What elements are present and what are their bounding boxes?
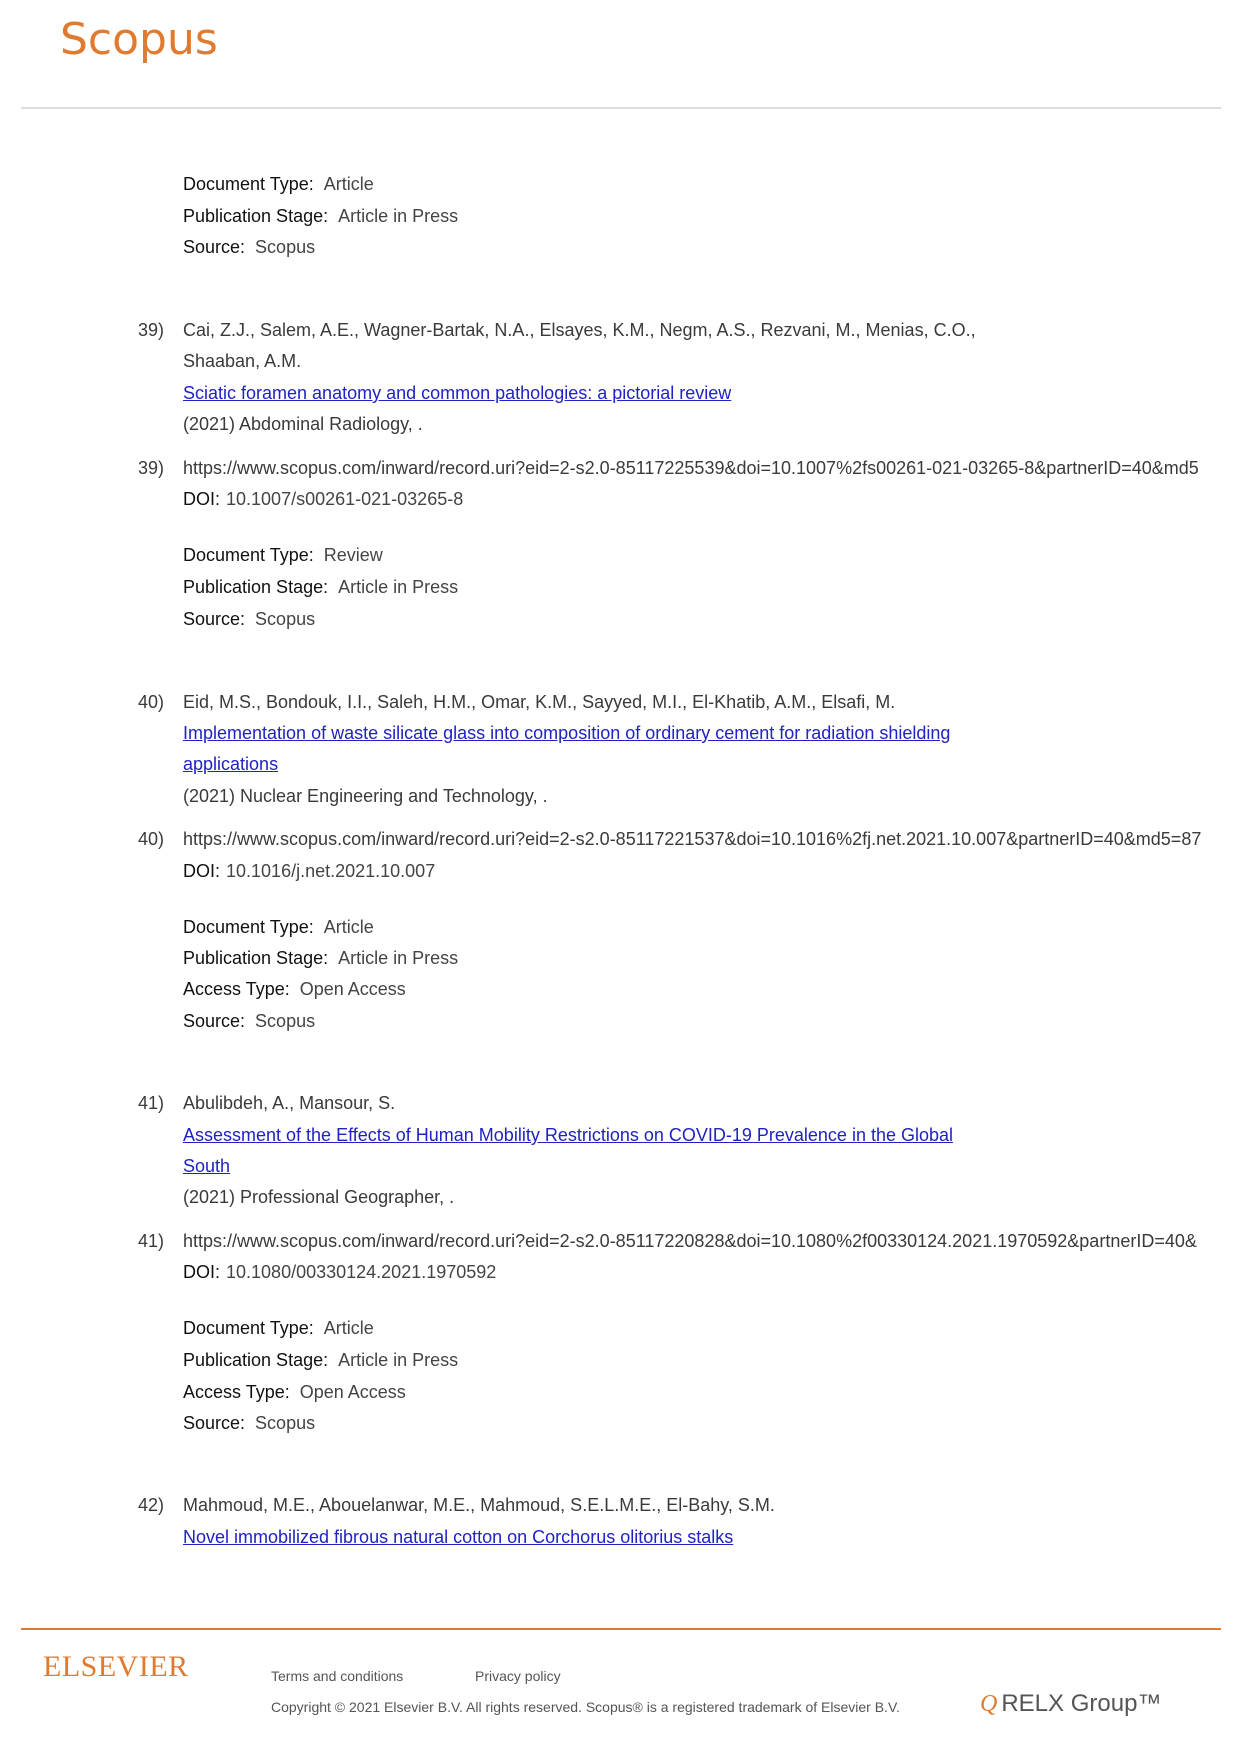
record-doi <box>183 860 435 882</box>
meta-label: Document Type: <box>183 174 314 194</box>
meta-value: Scopus <box>255 237 316 257</box>
record-doi <box>183 1261 496 1283</box>
meta-label: Access Type: <box>183 979 290 999</box>
record-url[interactable]: https://www.scopus.com/inward/record.uri?eid=2-s2.0-85117220828&doi=10.1080%2f00330124.2021.1970592&partnerID=40& <box>183 1231 1197 1251</box>
meta-label: Access Type: <box>183 1382 290 1402</box>
meta-label: Document Type: <box>183 545 314 565</box>
meta-row <box>183 173 374 195</box>
record-doi <box>183 488 463 510</box>
record-title-link[interactable]: Sciatic foramen anatomy and common pathologies: a pictorial review <box>183 383 732 403</box>
meta-value: Scopus <box>255 1413 316 1433</box>
record-journal: (2021) Abdominal Radiology, . <box>183 414 423 434</box>
meta-label: Source: <box>183 237 246 257</box>
meta-row <box>183 1381 406 1403</box>
meta-label: Publication Stage: <box>183 577 329 597</box>
meta-row <box>183 1010 315 1032</box>
record-authors: Mahmoud, M.E., Abouelanwar, M.E., Mahmoud, S.E.L.M.E., El-Bahy, S.M. <box>183 1495 775 1515</box>
doi-value: 10.1007/s00261-021-03265-8 <box>226 489 464 509</box>
record-authors: Abulibdeh, A., Mansour, S. <box>183 1093 396 1113</box>
record-number: 40) <box>138 829 165 849</box>
meta-label: Document Type: <box>183 1318 314 1338</box>
meta-label: Document Type: <box>183 917 314 937</box>
record-number: 41) <box>138 1231 165 1251</box>
record-title-link[interactable]: South <box>183 1156 231 1176</box>
footer-divider <box>21 1628 1221 1630</box>
privacy-link[interactable]: Privacy policy <box>475 1668 561 1684</box>
record-number: 39) <box>138 458 165 478</box>
record-authors: Shaaban, A.M. <box>183 351 302 371</box>
elsevier-logo: ELSEVIER <box>43 1650 189 1683</box>
record-url[interactable]: https://www.scopus.com/inward/record.uri?eid=2-s2.0-85117221537&doi=10.1016%2fj.net.2021.10.007&partnerID=40&md5=87 <box>183 829 1202 849</box>
meta-value: Review <box>323 545 383 565</box>
meta-value: Open Access <box>299 1382 406 1402</box>
record-number: 39) <box>138 320 165 340</box>
doi-label: DOI: <box>183 489 221 509</box>
doi-label: DOI: <box>183 1262 221 1282</box>
meta-label: Source: <box>183 1011 246 1031</box>
record-url[interactable]: https://www.scopus.com/inward/record.uri?eid=2-s2.0-85117225539&doi=10.1007%2fs00261-021-03265-8&partnerID=40&md5 <box>183 458 1199 478</box>
record-number: 41) <box>138 1093 165 1113</box>
meta-row <box>183 1349 458 1371</box>
record-authors: Cai, Z.J., Salem, A.E., Wagner-Bartak, N.A., Elsayes, K.M., Negm, A.S., Rezvani, M., Menias, C.O., <box>183 320 976 340</box>
meta-label: Publication Stage: <box>183 1350 329 1370</box>
terms-link[interactable]: Terms and conditions <box>271 1668 404 1684</box>
relx-logo <box>980 1690 1161 1718</box>
meta-row <box>183 1317 374 1339</box>
meta-value: Article <box>323 174 374 194</box>
meta-value: Article <box>323 1318 374 1338</box>
record-title-link[interactable]: Implementation of waste silicate glass into composition of ordinary cement for radiation shielding <box>183 723 951 743</box>
meta-value: Scopus <box>255 609 316 629</box>
copyright-text: Copyright © 2021 Elsevier B.V. All rights reserved. Scopus® is a registered trademark of Elsevier B.V. <box>271 1699 900 1715</box>
doi-value: 10.1080/00330124.2021.1970592 <box>226 1262 497 1282</box>
record-number: 40) <box>138 692 165 712</box>
scopus-logo: Scopus <box>60 14 218 65</box>
meta-row <box>183 916 374 938</box>
record-title-link[interactable]: Novel immobilized fibrous natural cotton on Corchorus olitorius stalks <box>183 1527 734 1547</box>
meta-value: Scopus <box>255 1011 316 1031</box>
meta-row <box>183 576 458 598</box>
meta-label: Publication Stage: <box>183 206 329 226</box>
meta-row <box>183 608 315 630</box>
meta-row <box>183 205 458 227</box>
doi-label: DOI: <box>183 861 221 881</box>
meta-row <box>183 1412 315 1434</box>
meta-row <box>183 236 315 258</box>
record-number: 42) <box>138 1495 165 1515</box>
meta-label: Publication Stage: <box>183 948 329 968</box>
meta-value: Article in Press <box>338 1350 459 1370</box>
meta-value: Article in Press <box>338 948 459 968</box>
meta-value: Article <box>323 917 374 937</box>
meta-value: Open Access <box>299 979 406 999</box>
meta-value: Article in Press <box>338 206 459 226</box>
meta-label: Source: <box>183 1413 246 1433</box>
record-journal: (2021) Nuclear Engineering and Technology, . <box>183 786 548 806</box>
record-title-link[interactable]: Assessment of the Effects of Human Mobility Restrictions on COVID-19 Prevalence in the Global <box>183 1125 954 1145</box>
record-title-link[interactable]: applications <box>183 754 279 774</box>
meta-row <box>183 544 383 566</box>
relx-mark-icon: Q <box>980 1691 998 1717</box>
doi-value: 10.1016/j.net.2021.10.007 <box>226 861 436 881</box>
meta-row <box>183 947 458 969</box>
header-divider <box>21 107 1221 109</box>
meta-label: Source: <box>183 609 246 629</box>
meta-value: Article in Press <box>338 577 459 597</box>
relx-logo-text: RELX Group™ <box>1001 1690 1162 1717</box>
record-authors: Eid, M.S., Bondouk, I.I., Saleh, H.M., Omar, K.M., Sayyed, M.I., El-Khatib, A.M., Elsafi, M. <box>183 692 896 712</box>
record-journal: (2021) Professional Geographer, . <box>183 1187 455 1207</box>
meta-row <box>183 978 406 1000</box>
